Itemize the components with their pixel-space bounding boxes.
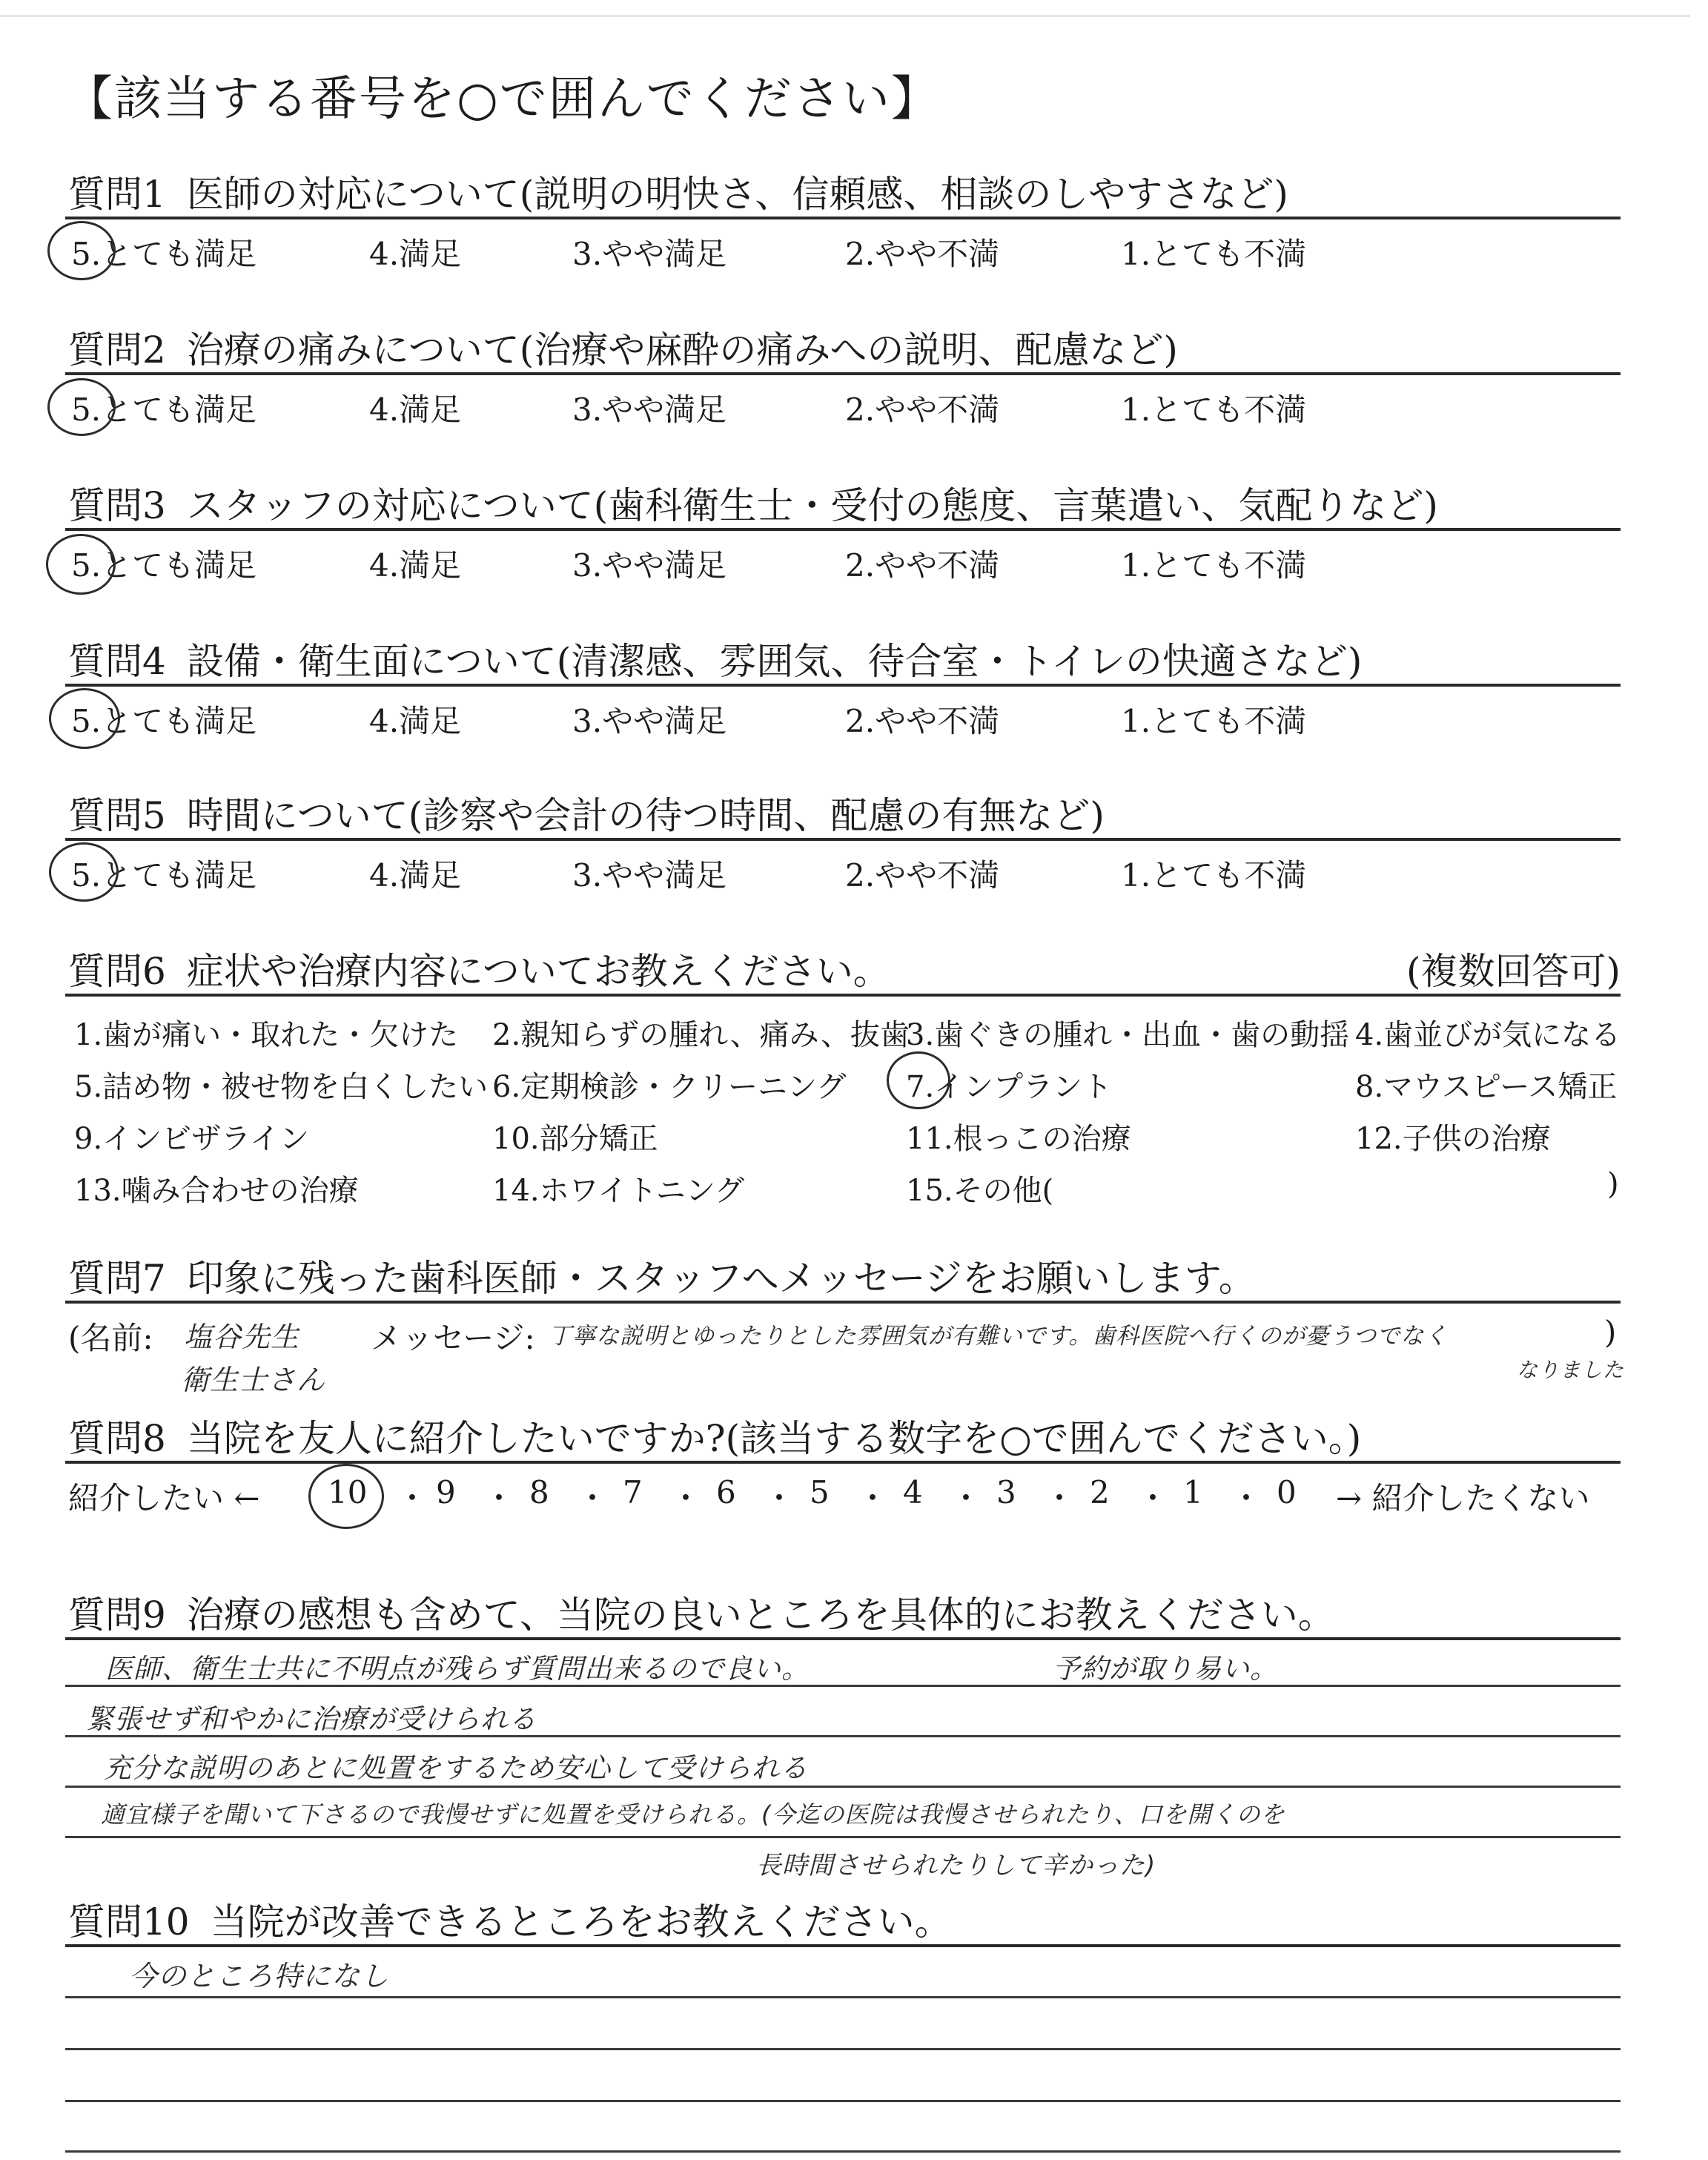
q7-message-label: メッセージ:	[371, 1320, 535, 1356]
q6-item-14[interactable]: 14.ホワイトニング	[492, 1174, 745, 1208]
q5-option-5[interactable]: 5.とても満足	[71, 857, 257, 894]
q10-text: 当院が改善できるところをお教えください。	[210, 1900, 952, 1943]
q6-answer-circle	[887, 1051, 950, 1109]
q4-rule	[65, 684, 1621, 687]
q4-text: 設備・衛生面について(清潔感、雰囲気、待合室・トイレの快適さなど)	[186, 640, 1363, 683]
q6-item-3[interactable]: 3.歯ぐきの腫れ・出血・歯の動揺	[906, 1018, 1350, 1052]
q8-dot: ・	[577, 1480, 609, 1516]
q8-dot: ・	[670, 1480, 702, 1516]
q1-option-3[interactable]: 3.やや満足	[572, 236, 727, 272]
q8-dot: ・	[1231, 1480, 1262, 1516]
q3-text: スタッフの対応について(歯科衛生士・受付の態度、言葉遣い、気配りなど)	[186, 484, 1438, 527]
q7-number: 質問7	[68, 1257, 166, 1300]
q10-line	[65, 2150, 1621, 2153]
q9-text: 治療の感想も含めて、当院の良いところを具体的にお教えください。	[186, 1593, 1335, 1636]
q9-answer-line-5[interactable]: 長時間させられたりして辛かった)	[756, 1851, 1156, 1880]
q2-option-2[interactable]: 2.やや不満	[845, 392, 1000, 428]
q10-rule	[65, 1944, 1621, 1947]
q8-dot: ・	[857, 1480, 889, 1516]
q2-option-1[interactable]: 1.とても不満	[1121, 392, 1307, 428]
q8-scale-2[interactable]: 2	[1090, 1474, 1110, 1510]
q1-option-1[interactable]: 1.とても不満	[1121, 236, 1307, 272]
q10-title	[68, 1892, 952, 1946]
q3-option-4[interactable]: 4.満足	[369, 547, 462, 584]
q9-rule	[65, 1637, 1621, 1640]
q9-answer-line-1[interactable]: 医師、衛生士共に不明点が残らず質問出来るので良い。	[105, 1653, 810, 1685]
q8-right-label: → 紹介したくない	[1336, 1480, 1590, 1516]
q6-item-7[interactable]: 7.インプラント	[906, 1070, 1113, 1104]
q2-option-5[interactable]: 5.とても満足	[71, 392, 257, 428]
q9-line	[65, 1836, 1621, 1838]
q2-rule	[65, 372, 1621, 375]
q1-answer-circle	[47, 221, 116, 280]
q9-line	[65, 1786, 1621, 1788]
q6-number: 質問6	[68, 950, 166, 993]
q9-title	[68, 1585, 1335, 1639]
q8-scale-4[interactable]: 4	[903, 1474, 923, 1510]
q8-rule	[65, 1461, 1621, 1464]
q8-left-label: 紹介したい ←	[68, 1480, 260, 1516]
q3-option-2[interactable]: 2.やや不満	[845, 547, 1000, 584]
q1-option-5[interactable]: 5.とても満足	[71, 236, 257, 272]
q5-option-3[interactable]: 3.やや満足	[572, 857, 727, 894]
q7-message-value[interactable]: 丁寧な説明とゆったりとした雰囲気が有難いです。歯科医院へ行くのが憂うつでなく	[549, 1323, 1449, 1350]
q7-name-label: (名前:	[68, 1320, 153, 1356]
q1-text: 医師の対応について(説明の明快さ、信頼感、相談のしやすさなど)	[186, 173, 1288, 216]
q8-scale-3[interactable]: 3	[996, 1474, 1016, 1510]
q5-rule	[65, 838, 1621, 841]
q9-answer-line-2[interactable]: 緊張せず和やかに治療が受けられる	[86, 1703, 537, 1735]
q6-item-15[interactable]: 15.その他(	[906, 1174, 1054, 1208]
q8-scale-1[interactable]: 1	[1183, 1474, 1203, 1510]
q2-text: 治療の痛みについて(治療や麻酔の痛みへの説明、配慮など)	[186, 328, 1178, 371]
q6-rule	[65, 994, 1621, 997]
q6-item-5[interactable]: 5.詰め物・被せ物を白くしたい	[74, 1070, 489, 1104]
q6-item-10[interactable]: 10.部分矯正	[492, 1122, 658, 1156]
q8-title	[68, 1409, 1361, 1462]
q6-item-13[interactable]: 13.噛み合わせの治療	[74, 1174, 359, 1208]
q4-option-2[interactable]: 2.やや不満	[845, 703, 1000, 739]
q2-answer-circle	[47, 378, 116, 436]
q2-number: 質問2	[68, 328, 166, 371]
q10-line	[65, 1996, 1621, 1998]
q6-item-8[interactable]: 8.マウスピース矯正	[1355, 1070, 1618, 1104]
q1-option-4[interactable]: 4.満足	[369, 236, 462, 272]
q2-option-4[interactable]: 4.満足	[369, 392, 462, 428]
q8-dot: ・	[483, 1480, 515, 1516]
q8-dot: ・	[1137, 1480, 1169, 1516]
q7-close-paren: )	[1604, 1314, 1617, 1350]
q5-option-4[interactable]: 4.満足	[369, 857, 462, 894]
q3-option-1[interactable]: 1.とても不満	[1121, 547, 1307, 584]
q10-line	[65, 2048, 1621, 2050]
q6-text: 症状や治療内容についてお教えください。	[186, 950, 890, 993]
q7-name-value-2[interactable]: 衛生士さん	[181, 1364, 326, 1396]
q3-option-3[interactable]: 3.やや満足	[572, 547, 727, 584]
q8-dot: ・	[764, 1480, 795, 1516]
q8-scale-7[interactable]: 7	[623, 1474, 643, 1510]
q8-text: 当院を友人に紹介したいですか?(該当する数字を○で囲んでください。)	[186, 1417, 1362, 1460]
q1-option-2[interactable]: 2.やや不満	[845, 236, 1000, 272]
q6-item-9[interactable]: 9.インビザライン	[74, 1122, 309, 1156]
page-header: 【該当する番号を○で囲んでください】	[65, 72, 940, 127]
q7-title	[68, 1249, 1256, 1302]
q8-scale-8[interactable]: 8	[529, 1474, 549, 1510]
q8-answer-circle	[308, 1464, 384, 1529]
q7-name-value[interactable]: 塩谷先生	[184, 1321, 300, 1353]
q4-option-4[interactable]: 4.満足	[369, 703, 462, 739]
q9-answer-line-4[interactable]: 適宜様子を聞いて下さるので我慢せずに処置を受けられる。(今迄の医院は我慢させられたり、口を開くのを	[101, 1800, 1285, 1829]
q6-item-2[interactable]: 2.親知らずの腫れ、痛み、抜歯	[492, 1018, 910, 1052]
q4-option-1[interactable]: 1.とても不満	[1121, 703, 1307, 739]
top-edge	[0, 15, 1690, 17]
q6-item-11[interactable]: 11.根っこの治療	[906, 1122, 1131, 1156]
q2-title	[68, 320, 1178, 374]
q4-option-5[interactable]: 5.とても満足	[71, 703, 257, 739]
q8-scale-9[interactable]: 9	[436, 1474, 456, 1510]
q9-number: 質問9	[68, 1593, 166, 1636]
q5-title	[68, 786, 1105, 839]
q4-answer-circle	[49, 688, 120, 749]
q10-answer[interactable]: 今のところ特になし	[129, 1960, 390, 1992]
q5-option-1[interactable]: 1.とても不満	[1121, 857, 1307, 894]
q4-number: 質問4	[68, 640, 166, 683]
q8-number: 質問8	[68, 1417, 166, 1460]
q5-number: 質問5	[68, 794, 166, 837]
q9-answer-line-3[interactable]: 充分な説明のあとに処置をするため安心して受けられる	[104, 1752, 808, 1784]
q7-text: 印象に残った歯科医師・スタッフへメッセージをお願いします。	[186, 1257, 1256, 1300]
q6-multiple-note: (複数回答可)	[1406, 950, 1621, 993]
q4-option-3[interactable]: 3.やや満足	[572, 703, 727, 739]
q3-number: 質問3	[68, 484, 166, 527]
q1-rule	[65, 217, 1621, 219]
q8-dot: ・	[1044, 1480, 1076, 1516]
q2-option-3[interactable]: 3.やや満足	[572, 392, 727, 428]
q1-number: 質問1	[68, 173, 166, 216]
q3-title	[68, 476, 1438, 529]
q1-title	[68, 165, 1288, 218]
q7-message-value-2[interactable]: なりました	[1517, 1358, 1625, 1382]
q3-option-5[interactable]: 5.とても満足	[71, 547, 257, 584]
q8-scale-10[interactable]: 10	[328, 1474, 368, 1510]
q3-answer-circle	[46, 534, 116, 595]
q5-option-2[interactable]: 2.やや不満	[845, 857, 1000, 894]
q6-item-4[interactable]: 4.歯並びが気になる	[1355, 1018, 1621, 1052]
q9-answer-line-1b[interactable]: 予約が取り易い。	[1053, 1653, 1278, 1685]
q6-title	[68, 942, 890, 995]
q8-scale-0[interactable]: 0	[1277, 1474, 1297, 1510]
q5-text: 時間について(診察や会計の待つ時間、配慮の有無など)	[186, 794, 1105, 837]
q6-item-12[interactable]: 12.子供の治療	[1355, 1122, 1551, 1156]
q4-title	[68, 632, 1362, 685]
q8-dot: ・	[950, 1480, 982, 1516]
q10-line	[65, 2100, 1621, 2102]
q3-rule	[65, 528, 1621, 531]
q8-dot: ・	[397, 1480, 428, 1516]
q8-scale-6[interactable]: 6	[716, 1474, 736, 1510]
q10-number: 質問10	[68, 1900, 190, 1943]
q6-item-15-close: )	[1607, 1167, 1619, 1201]
q8-scale-5[interactable]: 5	[810, 1474, 830, 1510]
q6-item-6[interactable]: 6.定期検診・クリーニング	[492, 1070, 847, 1104]
q5-answer-circle	[49, 842, 119, 902]
q6-item-1[interactable]: 1.歯が痛い・取れた・欠けた	[74, 1018, 459, 1052]
q7-rule	[65, 1301, 1621, 1304]
